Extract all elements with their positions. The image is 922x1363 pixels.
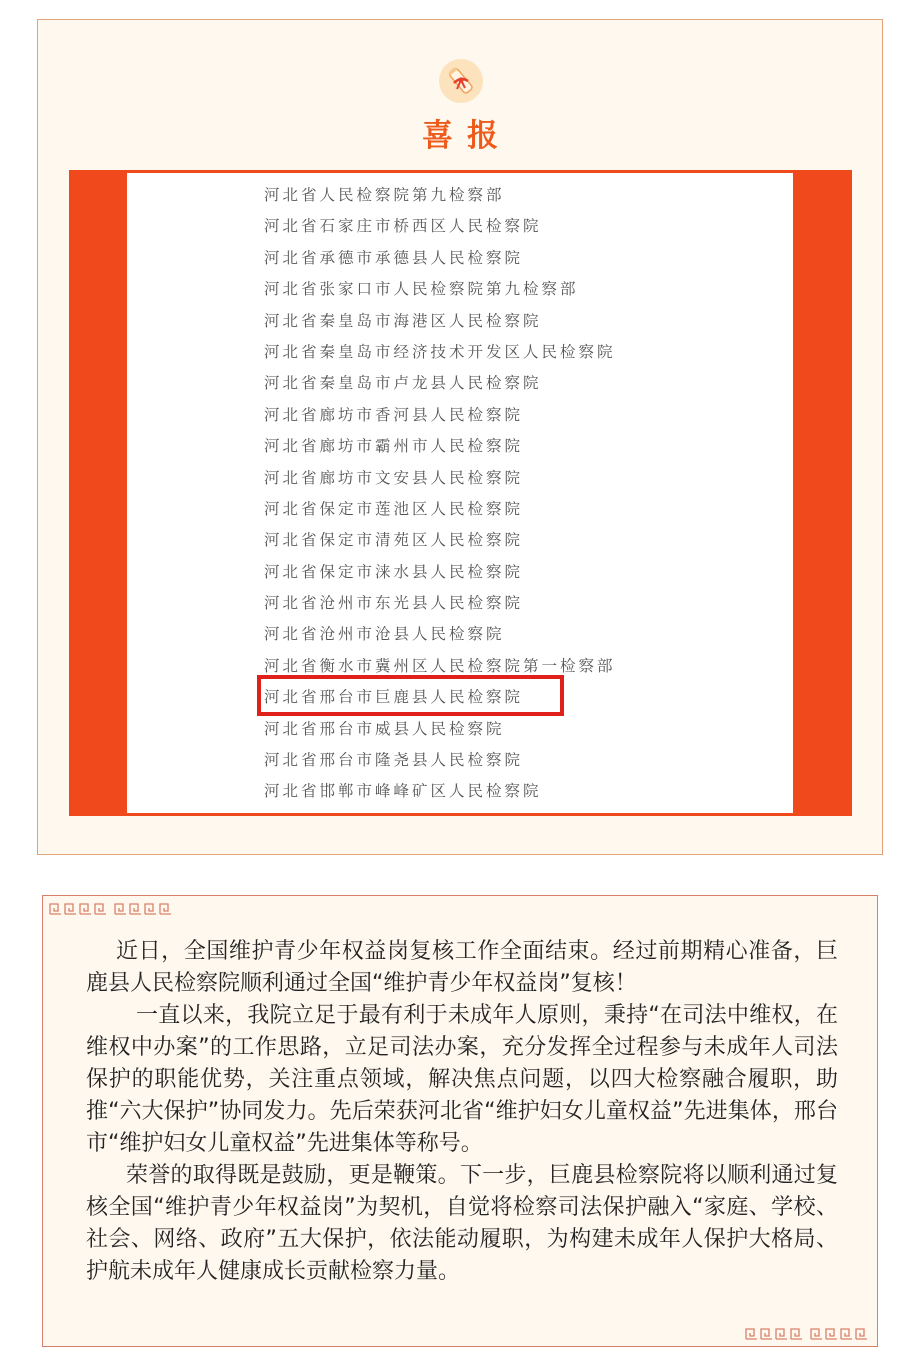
- paragraph-3: 荣誉的取得既是鼓励，更是鞭策。下一步，巨鹿县检察院将以顺利通过复核全国“维护青少年权益岗”为契机，自觉将检察司法保护融入“家庭、学校、社会、网络、政府”五大保护，依法能动履职，为构建未成年人保护大格局、护航未成年人健康成长贡献检察力量。: [86, 1163, 838, 1284]
- list-item: 河北省邢台市隆尧县人民检察院: [264, 751, 524, 770]
- list-item: 河北省承德市承德县人民检察院: [264, 248, 524, 267]
- list-item: 河北省廊坊市香河县人民检察院: [264, 405, 524, 424]
- list-item: 河北省秦皇岛市卢龙县人民检察院: [264, 374, 542, 393]
- list-item: 河北省石家庄市桥西区人民检察院: [264, 217, 542, 236]
- paragraph-1: 近日，全国维护青少年权益岗复核工作全面结束。经过前期精心准备，巨鹿县人民检察院顺利通过全国“维护青少年权益岗”复核！: [86, 939, 838, 996]
- meander-fret-icon: [745, 1328, 869, 1340]
- list-item: 河北省保定市涞水县人民检察院: [264, 562, 524, 581]
- list-item: 河北省保定市莲池区人民检察院: [264, 499, 524, 518]
- article-body: [86, 936, 838, 1288]
- list-item: 河北省保定市清苑区人民检察院: [264, 531, 524, 550]
- scroll-ribbon-icon: [439, 59, 483, 103]
- list-item: 河北省张家口市人民检察院第九检察部: [264, 280, 579, 299]
- meander-fret-icon: [49, 903, 173, 915]
- list-item: 河北省邯郸市峰峰矿区人民检察院: [264, 782, 542, 801]
- list-item: 河北省邢台市威县人民检察院: [264, 719, 505, 738]
- red-frame: [69, 170, 852, 816]
- paragraph-2: 一直以来，我院立足于最有利于未成年人原则，秉持“在司法中维权，在维权中办案”的工作思路，立足司法办案，充分发挥全过程参与未成年人司法保护的职能优势，关注重点领域，解决焦点问题，以四大检察融合履职，助推“六大保护”协同发力。先后荣获河北省“维护妇女儿童权益”先进集体，邢台市“维护妇女儿童权益”先进集体等称号。: [86, 1003, 838, 1156]
- list-item: 河北省沧州市沧县人民检察院: [264, 625, 505, 644]
- list-item: 河北省人民检察院第九检察部: [264, 186, 505, 204]
- list-item: 河北省沧州市东光县人民检察院: [264, 594, 524, 613]
- article-card: [42, 895, 878, 1347]
- honor-notice-card: [37, 19, 883, 855]
- notice-title: 喜报: [422, 118, 512, 154]
- list-item-highlighted: 河北省邢台市巨鹿县人民检察院: [264, 688, 524, 707]
- list-item: 河北省廊坊市霸州市人民检察院: [264, 437, 524, 456]
- list-item: 河北省廊坊市文安县人民检察院: [264, 468, 524, 487]
- list-item: 河北省秦皇岛市海港区人民检察院: [264, 311, 542, 330]
- unit-list-panel: [127, 173, 793, 813]
- highlight-box: [257, 675, 564, 716]
- list-item: 河北省秦皇岛市经济技术开发区人民检察院: [264, 342, 616, 361]
- list-item: 河北省衡水市冀州区人民检察院第一检察部: [264, 656, 616, 675]
